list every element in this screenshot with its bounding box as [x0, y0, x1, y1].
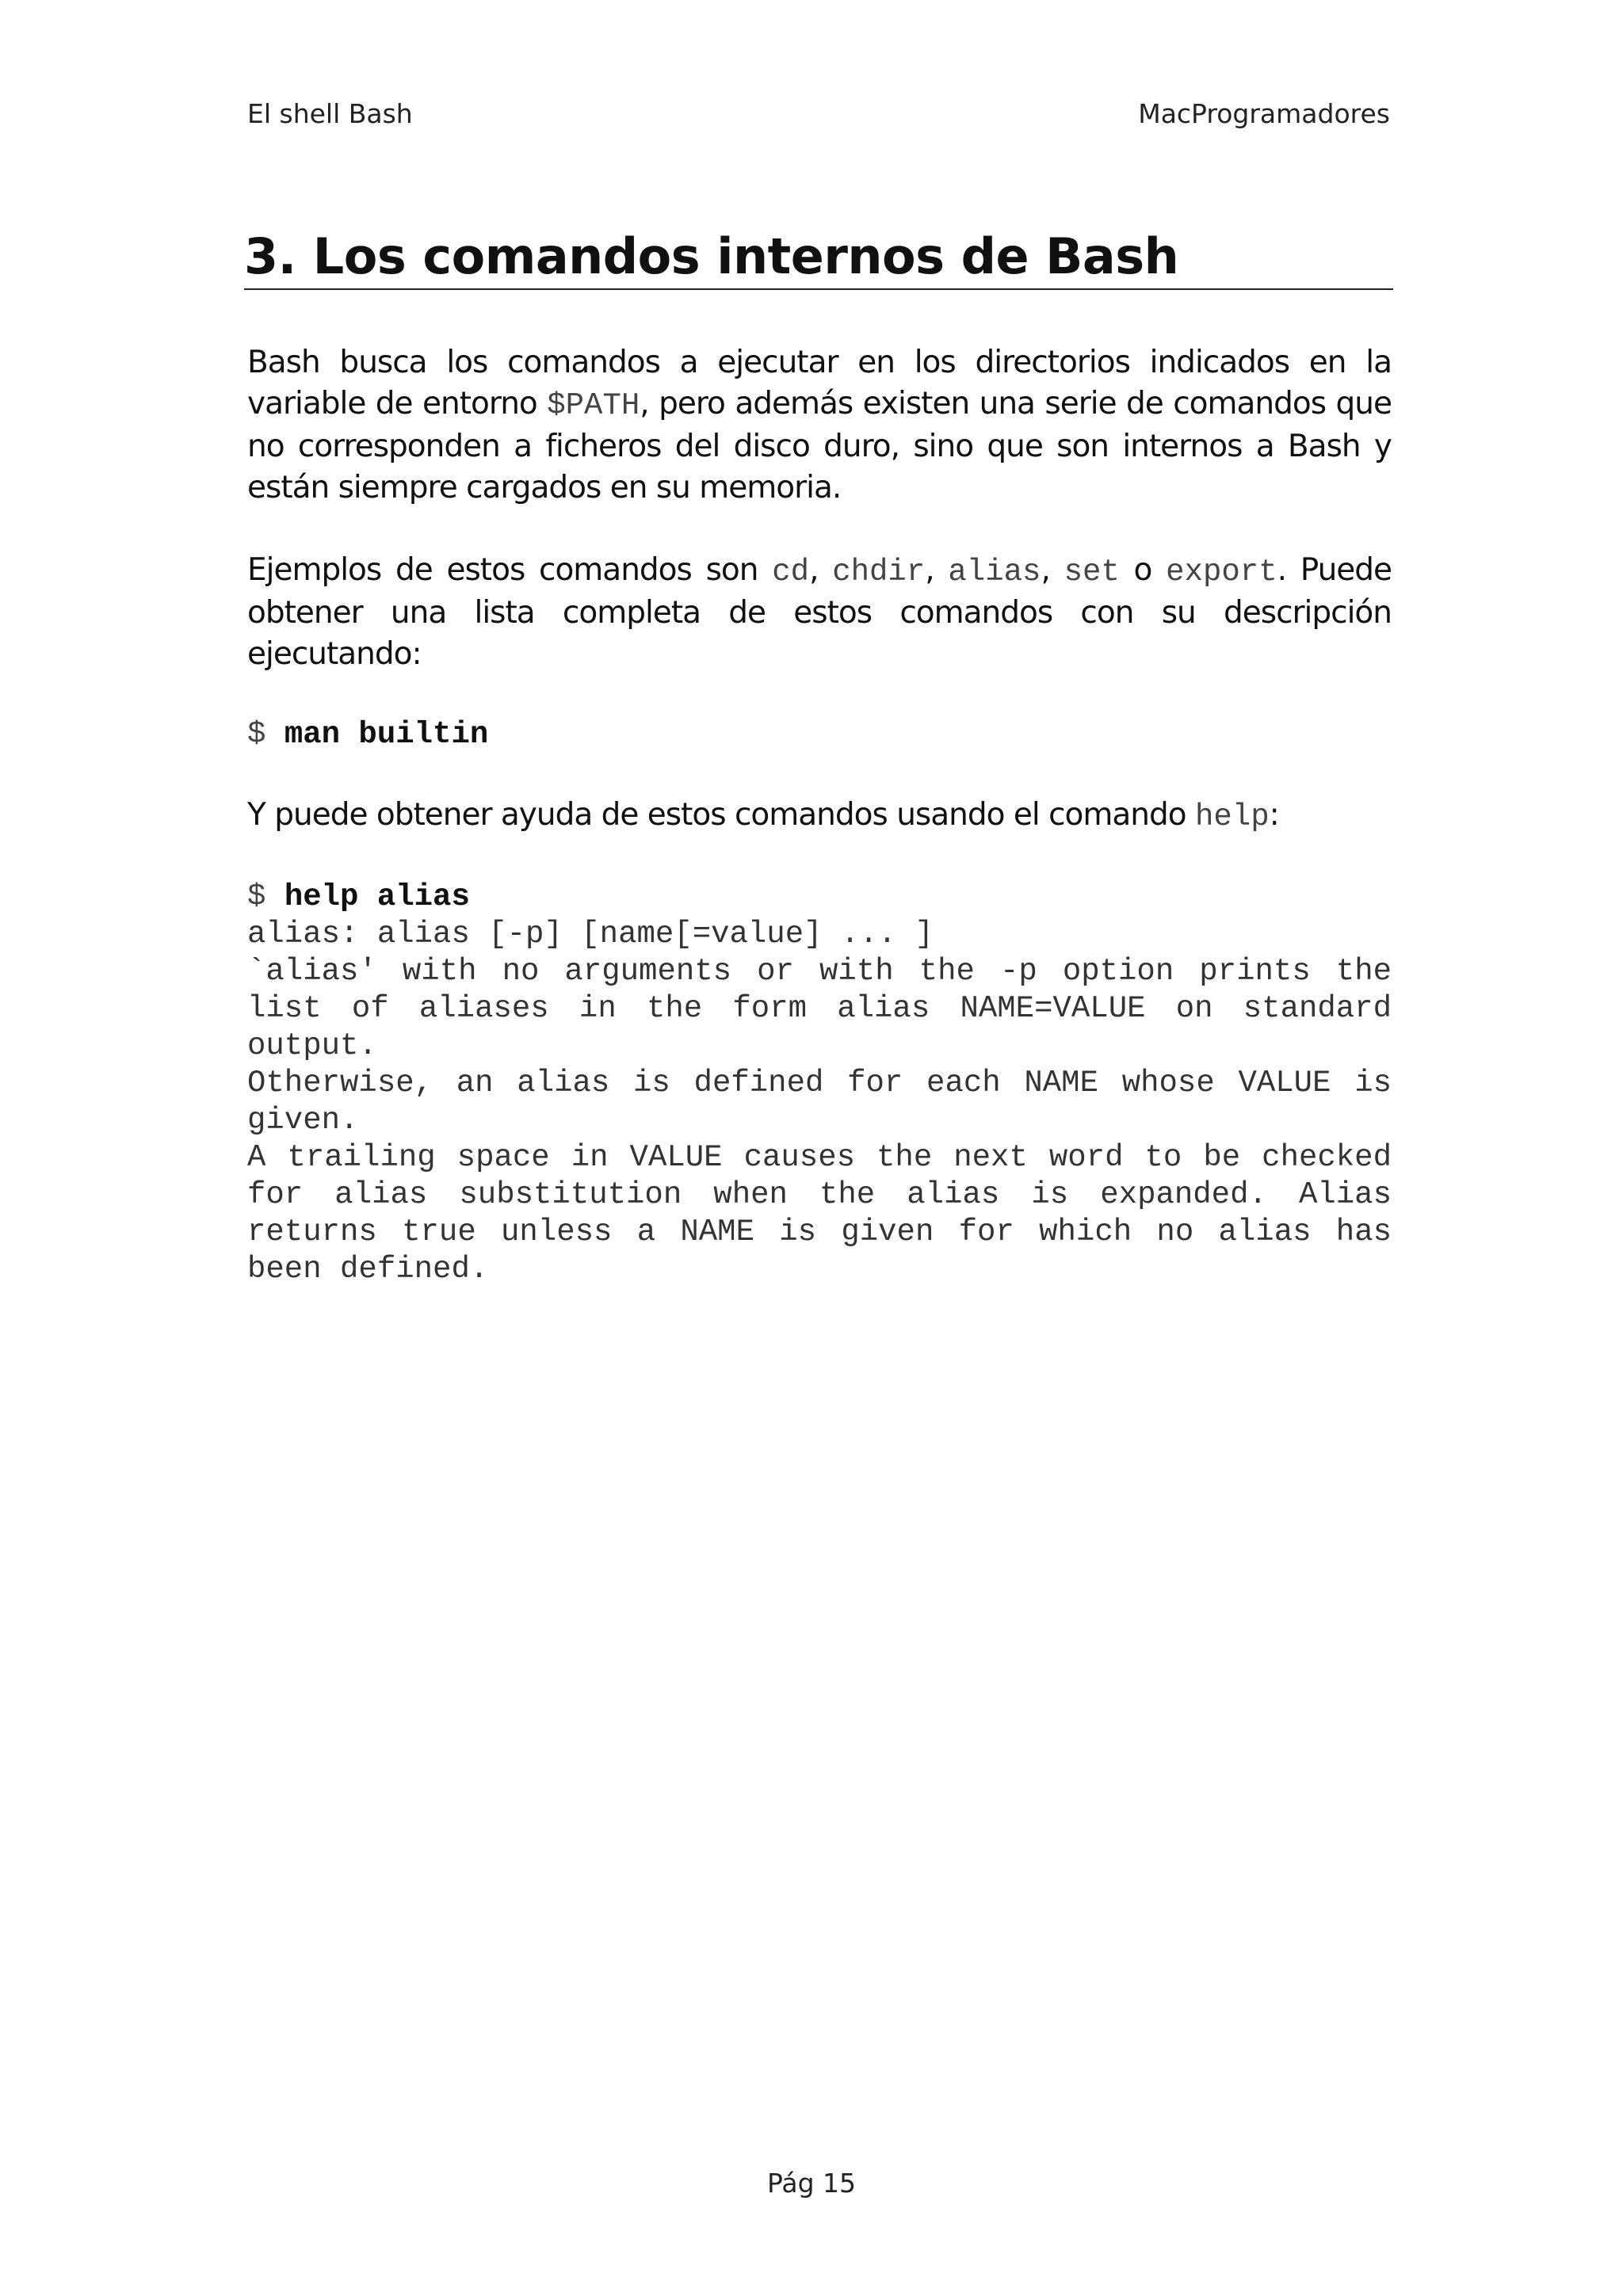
paragraph-intro — [247, 342, 1392, 509]
paragraph-examples-text-2: . Puede obtener una lista completa de estos comandos con su descripción ejecutando: — [247, 552, 1392, 672]
command-help-alias-block — [247, 879, 1392, 1288]
inline-code-cd: cd — [772, 555, 810, 589]
page-number: Pág 15 — [766, 2168, 857, 2199]
shell-prompt: $ — [247, 879, 285, 914]
paragraph-help — [247, 795, 1392, 837]
running-header — [247, 98, 1390, 129]
inline-code-help: help — [1195, 799, 1270, 834]
separator: o — [1119, 552, 1167, 588]
command-help-alias — [247, 879, 1392, 916]
paragraph-examples-text-1: Ejemplos de estos comandos son — [247, 552, 773, 588]
separator: , — [1041, 552, 1064, 588]
separator: , — [925, 552, 949, 588]
paragraph-intro-text-1: Bash busca los comandos a ejecutar en los directorios indicados en la variable de entorno — [247, 345, 1392, 421]
inline-code-set: set — [1064, 555, 1120, 589]
inline-code-path: $PATH — [547, 388, 640, 423]
paragraph-help-text-1: Y puede obtener ayuda de estos comandos usando el comando — [247, 797, 1196, 833]
header-right: MacProgramadores — [1138, 98, 1390, 129]
shell-prompt: $ — [247, 717, 285, 752]
header-left: El shell Bash — [247, 98, 413, 129]
output-line-3: Otherwise, an alias is defined for each NAME whose VALUE is given. — [247, 1066, 1392, 1138]
section-body — [247, 342, 1392, 1288]
paragraph-intro-text-2: , pero además existen una serie de comandos que no corresponden a ficheros del disco duro, sino que son internos a Bash y están siempre cargados en su memoria. — [247, 386, 1392, 505]
command-text: man builtin — [284, 717, 489, 752]
paragraph-examples — [247, 550, 1392, 675]
command-text: help alias — [284, 879, 470, 914]
section-title: 3. Los comandos internos de Bash — [244, 230, 1393, 290]
output-line-4: A trailing space in VALUE causes the next word to be checked for alias substitution when the alias is expanded. Alias returns true unless a NAME is given for which no alias has been defined. — [247, 1140, 1392, 1287]
command-man-builtin — [247, 716, 1392, 753]
output-line-1: alias: alias [-p] [name[=value] ... ] — [247, 917, 934, 952]
output-line-2: `alias' with no arguments or with the -p option prints the list of aliases in the form alias NAME=VALUE on standard output. — [247, 954, 1392, 1063]
separator: , — [809, 552, 833, 588]
inline-code-alias: alias — [948, 555, 1041, 589]
inline-code-chdir: chdir — [832, 555, 926, 589]
inline-code-export: export — [1166, 555, 1277, 589]
paragraph-help-text-2: : — [1269, 797, 1279, 833]
